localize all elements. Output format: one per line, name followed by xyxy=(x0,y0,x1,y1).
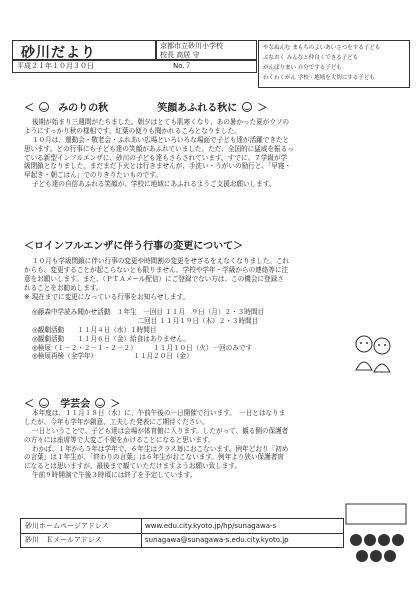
motto-box xyxy=(258,40,410,88)
homepage-label: 砂川ホームページアドレス xyxy=(25,522,109,530)
bracket-left: ＜ xyxy=(24,399,34,410)
newsletter-title: 砂川だより xyxy=(21,45,96,61)
event-list xyxy=(32,308,362,361)
paragraph-line: からも、変更することが起こらないとも限りません。学校や学年・学級からの連絡等に注 xyxy=(24,265,289,274)
event-item: ◎検尿再検（全学年） １１月２０日（金） xyxy=(32,352,193,361)
address-row-divider xyxy=(21,533,343,534)
paragraph-line: ※ 現在までに変更になっている行事をお知らせします。 xyxy=(24,292,190,301)
smiley-icon xyxy=(95,398,105,408)
section3-body xyxy=(24,409,404,480)
motto-line: やなぬんむ まもちのよいあいさつをする子ども xyxy=(263,45,381,51)
paragraph-line: 意をお願いします。また、（ＰＴＡメール配信）にご登録でない方は、この機会に登録さ xyxy=(24,274,284,283)
paragraph-line: わかば、１年から５年は学年で、６年生はクラス毎におこないます。例年どおり「初め xyxy=(32,444,289,453)
event-item: ◎観劇活動 １１月４日（水）１時間目 xyxy=(32,325,157,334)
paragraph-line: れることをお勧めします。 xyxy=(24,283,103,292)
section2-body xyxy=(24,257,404,301)
section1-body xyxy=(24,118,404,189)
event-item: 二回目 １１月１９日（木）２・３時間目 xyxy=(32,316,259,325)
address-table xyxy=(20,518,344,548)
event-item: ◎観劇活動 １１月６日（金）給食はありません。 xyxy=(32,334,190,343)
paragraph-line: 思います。どの行事にも子ども達の笑顔があふれていました。ただ、全国的に猛威を振るっ xyxy=(24,144,294,153)
section1-bracket-right: ＞ xyxy=(257,103,268,114)
section2-title: ＜ロインフルエンザに伴う行事の変更について＞ xyxy=(24,241,244,252)
section1-title: みのりの秋 xyxy=(58,103,109,114)
header-date-box xyxy=(12,59,257,73)
event-item: ◎藤森中学読み聞かせ活動 １年生 一回目 １１月 ９日（月）２・３時間目 xyxy=(32,308,265,316)
paragraph-line: 午前９時開演で午後３時頃には終了を予定しています。 xyxy=(32,471,197,480)
event-item: ◎検尿（１－２・２－１・２－２） １１月１０日（火）一回のみです xyxy=(32,343,253,352)
bracket-right: ＞ xyxy=(110,399,121,410)
section1-bracket-left: ＜ xyxy=(24,103,34,114)
email-label: 砂川 Ｅメールアドレス xyxy=(25,536,102,544)
audience-illustration xyxy=(344,500,412,572)
email-address[interactable]: sunagawa@sunagawa-s.edu.city.kyoto.jp xyxy=(145,536,289,544)
paragraph-line: 本年度は、１１月１８日（水）に、午前午後の一日開催で行います。 一日とはなりま xyxy=(32,409,286,417)
smiley-icon xyxy=(39,102,49,112)
principal-name: 校長 高居 守 xyxy=(160,51,200,59)
paragraph-line: 子ども達の自信あふれる笑顔が、学校に地域にあふれるようご支援お願いします。 xyxy=(32,180,276,189)
section1-subtitle: 笑顔あふれる秋に xyxy=(157,103,238,114)
motto-line: ぶなおく みんなと仲良くできる子ども xyxy=(263,55,359,61)
paragraph-line: 後期が始まり三週間がたちました。朝夕はとても肌寒くなり、あの暑かった夏がウソの xyxy=(32,118,290,126)
paragraph-line: 早起き・朝ごはん」でのりきりたいものです。 xyxy=(24,171,162,180)
paragraph-line: の方々には座席等で大変ご不便をかけることになると思います。 xyxy=(24,435,215,444)
issue-date: 平成２１年１０月３０日 xyxy=(17,62,94,70)
school-name: 京都市立砂川小学校 xyxy=(160,42,223,50)
paragraph-line: の言葉」は１年生が、「終わりの言葉」は６年生がおこないます。例年より狭い保護者席 xyxy=(24,453,284,462)
children-illustration xyxy=(350,330,398,378)
paragraph-line: ようにすっかり秋の様相です。紅葉の便りも聞かれるころとなりました。 xyxy=(24,126,241,135)
smiley-icon xyxy=(39,398,49,408)
paragraph-line: したが、今年も学年が創意、工夫した発表にご期待ください。 xyxy=(24,417,209,426)
paragraph-line: １０月は、運動会・敬老会・ふれあい広場といろいろな場面で子ども達が活躍できたと xyxy=(32,135,290,144)
motto-line: がんばりまい 自分でする子ども xyxy=(263,65,342,71)
paragraph-line: ている新型インフルエンザに、砂川の子ども達もさらされています。すでに、７学級が学 xyxy=(24,153,288,162)
paragraph-line: １０月も学級閉鎖に伴い行事の変更や時間割の変更をせざるをえなくなりました。これ xyxy=(32,257,290,265)
paragraph-line: 一日ということで、子ども達は会場が体育館に入ります。したがって、観る側の保護者 xyxy=(32,426,289,435)
motto-line: わくわくがん 学校・地域を大切にする子ども xyxy=(263,75,375,81)
paragraph-line: になるとは思いますが、最後まで観ていただけますようお願い致します。 xyxy=(24,462,242,471)
paragraph-line: 級閉鎖となりました。まだまだ下火とは行きませんが、手洗い・うがいの励行と、「早寝・ xyxy=(24,162,292,171)
section3-title: 学芸会 xyxy=(60,399,91,410)
homepage-url[interactable]: www.edu.city.kyoto.jp/hp/sunagawa-s xyxy=(145,522,277,530)
header-title-box xyxy=(12,40,157,61)
issue-number: No.７ xyxy=(173,62,192,70)
smiley-icon xyxy=(242,102,252,112)
header-school-box xyxy=(155,40,257,61)
section1-heading xyxy=(24,96,384,114)
